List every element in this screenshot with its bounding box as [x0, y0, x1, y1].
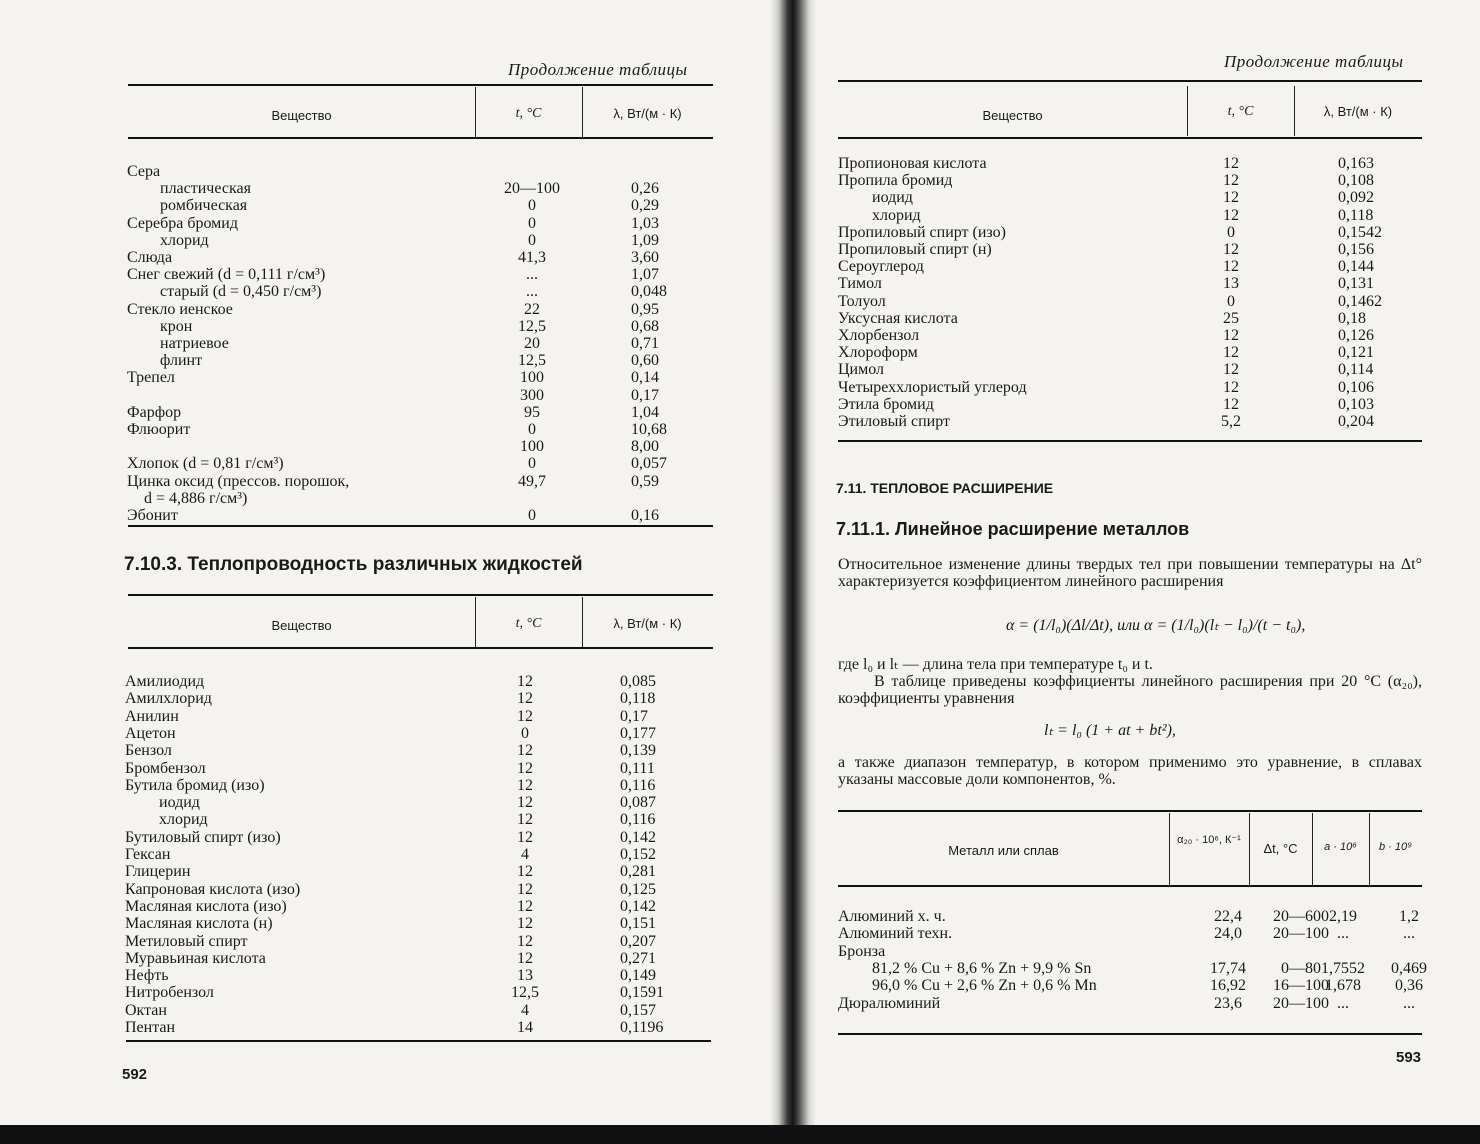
conductivity-value: 0,114 — [1338, 361, 1374, 379]
header-bottom-rule — [838, 885, 1422, 887]
substance-name: Стекло иенское — [127, 300, 233, 318]
temperature-value: ... — [526, 283, 538, 301]
table-row — [125, 984, 715, 1001]
temperature-value: 12,5 — [518, 352, 546, 370]
table-row — [838, 275, 1428, 292]
formula: lₜ = l₀ (1 + at + bt²), — [1044, 722, 1176, 739]
table-row — [127, 507, 717, 524]
alloy-name: Бронза — [838, 942, 886, 960]
conductivity-value: 0,95 — [631, 300, 659, 318]
conductivity-value: 0,204 — [1338, 413, 1374, 430]
temperature-value: 12 — [517, 742, 533, 760]
table-row — [127, 232, 717, 249]
temperature-value: 12 — [517, 776, 533, 794]
temperature-value: 13 — [1223, 275, 1239, 293]
alpha-value: 24,0 — [1214, 925, 1242, 943]
temperature-value: 0 — [528, 455, 536, 473]
conductivity-value: 0,281 — [620, 863, 656, 881]
b-coefficient: ... — [1403, 925, 1415, 943]
conductivity-value: 0,71 — [631, 335, 659, 352]
table-row — [838, 995, 1428, 1012]
conductivity-value: 8,00 — [631, 438, 659, 456]
header-bottom-rule — [838, 137, 1422, 139]
conductivity-value: 0,1542 — [1338, 223, 1382, 241]
table-row — [127, 438, 717, 455]
table-row — [838, 224, 1428, 241]
header-temperature: t, °C — [515, 106, 542, 121]
header-temperature: t, °C — [1227, 104, 1254, 119]
substance-name: Сероуглерод — [838, 258, 924, 276]
conductivity-value: 0,1462 — [1338, 292, 1382, 310]
conductivity-value: 1,07 — [631, 266, 659, 284]
temperature-range: 16—100 — [1273, 977, 1329, 995]
header-conductivity: λ, Вт/(м · К) — [613, 106, 682, 121]
subsection-heading: 7.11.1. Линейное расширение металлов — [836, 519, 1190, 539]
temperature-value: 0 — [1227, 223, 1235, 241]
conductivity-value: 0,60 — [631, 352, 659, 370]
conductivity-value: 0,163 — [1338, 155, 1374, 172]
table-row — [127, 335, 717, 352]
table-row — [125, 863, 715, 880]
table-row — [838, 908, 1428, 925]
substance-name: Ацетон — [125, 724, 176, 742]
substance-name: Глицерин — [125, 863, 191, 881]
substance-name: Гексан — [125, 846, 171, 863]
substance-name: Сера — [127, 163, 161, 180]
a-coefficient: ... — [1337, 925, 1349, 943]
table-row — [127, 301, 717, 318]
substance-name: Трепел — [127, 369, 175, 387]
continuation-label: Продолжение таблицы — [508, 60, 688, 79]
substance-name: Цимол — [838, 361, 885, 379]
temperature-value: 14 — [517, 1019, 533, 1036]
temperature-value: 100 — [520, 369, 544, 387]
paragraph: В таблице приведены коэффициенты линейного расширения при 20 °C (α₂₀), коэффициенты уравнения — [838, 673, 1422, 707]
conductivity-value: 0,68 — [631, 317, 659, 335]
conductivity-value: 0,126 — [1338, 327, 1374, 344]
header-bottom-rule — [128, 647, 713, 649]
substance-name: Хлороформ — [838, 344, 918, 362]
temperature-value: 12 — [1223, 344, 1239, 362]
temperature-value: 0 — [528, 214, 536, 232]
temperature-value: ... — [526, 266, 538, 284]
conductivity-value: 0,271 — [620, 949, 656, 967]
alloy-name: Алюминий техн. — [838, 925, 953, 943]
conductivity-value: 0,1591 — [620, 984, 664, 1002]
table-top-rule — [838, 810, 1422, 812]
conductivity-value: 0,156 — [1338, 241, 1374, 258]
temperature-value: 20—100 — [504, 180, 560, 198]
substance-name: Этиловый спирт — [838, 413, 950, 430]
temperature-value: 12 — [517, 690, 533, 708]
temperature-value: 4 — [521, 846, 529, 863]
substance-name: старый (d = 0,450 г/см³) — [160, 283, 322, 301]
table-row — [125, 1019, 715, 1036]
table-row — [127, 283, 717, 300]
conductivity-value: 0,118 — [620, 690, 656, 708]
table-row — [125, 794, 715, 811]
temperature-range: 0—80 — [1281, 959, 1321, 977]
table-row — [127, 266, 717, 283]
table-row — [125, 760, 715, 777]
conductivity-value: 0,116 — [620, 811, 656, 829]
temperature-value: 12 — [1223, 206, 1239, 224]
table-row — [127, 369, 717, 386]
substance-name: иодид — [159, 794, 200, 812]
alpha-value: 16,92 — [1210, 977, 1246, 995]
temperature-value: 12 — [517, 811, 533, 829]
table-row — [838, 293, 1428, 310]
substance-name: Фарфор — [127, 403, 182, 421]
header-substance: Вещество — [271, 618, 332, 633]
conductivity-value: 0,057 — [631, 455, 667, 473]
temperature-value: 12 — [517, 828, 533, 846]
temperature-value: 12 — [1223, 327, 1239, 344]
a-coefficient: 1,678 — [1325, 977, 1361, 995]
conductivity-value: 1,09 — [631, 231, 659, 249]
substance-name: Флюорит — [127, 421, 191, 438]
substance-name: Муравьиная кислота — [125, 949, 266, 967]
table-row — [838, 361, 1428, 378]
header-alpha: α₂₀ · 10⁶, К⁻¹ — [1177, 834, 1241, 846]
temperature-value: 12 — [517, 897, 533, 915]
substance-name: хлорид — [159, 811, 208, 829]
substance-name: Хлопок (d = 0,81 г/см³) — [127, 455, 284, 473]
table-row — [838, 977, 1428, 994]
table-row — [125, 881, 715, 898]
b-coefficient: 1,2 — [1399, 908, 1419, 925]
table-top-rule — [128, 594, 713, 596]
substance-name: натриевое — [160, 335, 229, 352]
substance-name: Нефть — [125, 967, 169, 985]
table-row — [125, 898, 715, 915]
conductivity-value: 1,04 — [631, 403, 659, 421]
alloy-name: Дюралюминий — [838, 994, 941, 1012]
temperature-value: 12 — [1223, 258, 1239, 276]
temperature-value: 12 — [517, 673, 533, 690]
substance-name: Метиловый спирт — [125, 932, 248, 950]
temperature-value: 12 — [1223, 241, 1239, 258]
temperature-range: 20—600 — [1273, 908, 1329, 925]
header-metal: Металл или сплав — [948, 843, 1059, 858]
table-bottom-rule — [126, 1040, 711, 1042]
substance-name: Октан — [125, 1001, 167, 1019]
substance-name: Толуол — [838, 292, 886, 310]
table-row — [838, 344, 1428, 361]
page-number: 592 — [122, 1066, 148, 1083]
table-bottom-rule — [838, 440, 1422, 442]
substance-name: Бутиловый спирт (изо) — [125, 828, 281, 846]
alloy-name: Алюминий х. ч. — [838, 908, 946, 925]
header-substance: Вещество — [271, 108, 332, 123]
conductivity-value: 0,092 — [1338, 189, 1374, 207]
table-row — [127, 180, 717, 197]
temperature-value: 25 — [1223, 309, 1239, 327]
temperature-value: 12 — [1223, 395, 1239, 413]
table-row — [127, 404, 717, 421]
table-row — [838, 189, 1428, 206]
substance-name: Хлорбензол — [838, 327, 920, 344]
temperature-value: 12 — [1223, 189, 1239, 207]
substance-name: Бензол — [125, 742, 172, 760]
table-row — [838, 310, 1428, 327]
table-row — [838, 172, 1428, 189]
table-row — [838, 396, 1428, 413]
book-gutter — [770, 0, 816, 1125]
table-row — [838, 413, 1428, 430]
table-row — [125, 708, 715, 725]
table-row — [838, 327, 1428, 344]
temperature-value: 12 — [1223, 378, 1239, 396]
table-row — [125, 690, 715, 707]
substance-name: Анилин — [125, 707, 179, 725]
temperature-value: 12 — [517, 880, 533, 898]
conductivity-value: 3,60 — [631, 249, 659, 266]
conductivity-value: 0,18 — [1338, 309, 1366, 327]
substance-name: Бутила бромид (изо) — [125, 776, 265, 794]
substance-name: Масляная кислота (н) — [125, 915, 273, 933]
conductivity-value: 0,087 — [620, 794, 656, 812]
table-row — [838, 155, 1428, 172]
paragraph: а также диапазон температур, в котором применимо это уравнение, в сплавах указаны массовые доли компонентов, %. — [838, 754, 1422, 788]
conductivity-value: 0,106 — [1338, 378, 1374, 396]
table-row — [125, 742, 715, 759]
a-coefficient: 2,19 — [1329, 908, 1357, 925]
substance-name: Пропиловый спирт (изо) — [838, 223, 1006, 241]
table-bottom-rule — [838, 1033, 1422, 1035]
conductivity-value: 0,131 — [1338, 275, 1374, 293]
table-row — [125, 829, 715, 846]
alpha-value: 17,74 — [1210, 959, 1246, 977]
header-delta-t: Δt, °C — [1263, 841, 1298, 856]
conductivity-value: 0,111 — [620, 759, 655, 777]
table-row — [125, 846, 715, 863]
conductivity-value: 0,118 — [1338, 206, 1374, 224]
conductivity-value: 0,207 — [620, 932, 656, 950]
paragraph: где l₀ и lₜ — длина тела при температуре t₀ и t. — [838, 656, 1153, 673]
table-row — [127, 473, 717, 490]
substance-name: пластическая — [160, 180, 251, 198]
substance-name: Снег свежий (d = 0,111 г/см³) — [127, 266, 326, 284]
table-row — [127, 215, 717, 232]
substance-name: Бромбензол — [125, 759, 206, 777]
temperature-value: 12 — [517, 949, 533, 967]
table-row — [838, 379, 1428, 396]
substance-name: флинт — [160, 352, 203, 370]
header-temperature: t, °C — [515, 616, 542, 631]
temperature-range: 20—100 — [1273, 994, 1329, 1012]
substance-name: иодид — [872, 189, 913, 207]
formula: α = (1/l₀)(Δl/Δt), или α = (1/l₀)(lₜ − l₀)/(t − t₀), — [1006, 617, 1306, 634]
table-row — [838, 960, 1428, 977]
temperature-value: 49,7 — [518, 472, 546, 490]
conductivity-value: 0,26 — [631, 180, 659, 198]
paragraph: Относительное изменение длины твердых тел при повышении температуры на Δt° характеризуется коэффициентом линейного расширения — [838, 556, 1422, 590]
conductivity-value: 0,085 — [620, 673, 656, 690]
table-bottom-rule — [128, 525, 713, 527]
conductivity-value: 0,108 — [1338, 172, 1374, 190]
table-row — [127, 387, 717, 404]
header-a: a · 10⁶ — [1324, 841, 1357, 853]
table-row — [127, 249, 717, 266]
alloy-name: 81,2 % Cu + 8,6 % Zn + 9,9 % Sn — [872, 959, 1092, 977]
header-substance: Вещество — [982, 108, 1043, 123]
header-b: b · 10⁹ — [1378, 841, 1413, 853]
alpha-value: 23,6 — [1214, 994, 1242, 1012]
table-row — [127, 318, 717, 335]
header-bottom-rule — [128, 137, 713, 139]
substance-name: Цинка оксид (прессов. порошок, — [127, 472, 350, 490]
conductivity-value: 10,68 — [631, 421, 667, 438]
temperature-value: 95 — [524, 403, 540, 421]
conductivity-value: 0,59 — [631, 472, 659, 490]
temperature-value: 20 — [524, 335, 540, 352]
substance-name: ромбическая — [160, 197, 248, 215]
substance-name: Амилиодид — [125, 673, 205, 690]
temperature-value: 0 — [1227, 292, 1235, 310]
temperature-value: 12 — [517, 863, 533, 881]
table-row — [127, 163, 717, 180]
header-conductivity: λ, Вт/(м · К) — [613, 616, 682, 631]
temperature-value: 12 — [517, 759, 533, 777]
table-row — [125, 950, 715, 967]
table-row — [125, 933, 715, 950]
table-row — [125, 673, 715, 690]
conductivity-value: 1,03 — [631, 214, 659, 232]
conductivity-value: 0,142 — [620, 897, 656, 915]
temperature-value: 300 — [520, 386, 544, 404]
table-row — [127, 352, 717, 369]
temperature-value: 12 — [1223, 361, 1239, 379]
substance-name: Пропиловый спирт (н) — [838, 241, 992, 258]
section-title: 7.10.3. Теплопроводность различных жидкостей — [124, 554, 583, 575]
temperature-value: 5,2 — [1221, 413, 1241, 430]
conductivity-value: 0,151 — [620, 915, 656, 933]
temperature-value: 12 — [517, 707, 533, 725]
table-row — [127, 490, 717, 507]
conductivity-value: 0,144 — [1338, 258, 1374, 276]
substance-name: Масляная кислота (изо) — [125, 897, 287, 915]
substance-name: Капроновая кислота (изо) — [125, 880, 301, 898]
table-row — [838, 925, 1428, 942]
substance-name: крон — [160, 317, 193, 335]
substance-name: Этила бромид — [838, 395, 934, 413]
conductivity-value: 0,149 — [620, 967, 656, 985]
section-heading: 7.11. ТЕПЛОВОЕ РАСШИРЕНИЕ — [836, 480, 1054, 496]
substance-name: Четыреххлористый углерод — [838, 378, 1027, 396]
temperature-value: 0 — [521, 724, 529, 742]
temperature-value: 41,3 — [518, 249, 546, 266]
table-row — [127, 421, 717, 438]
substance-name: хлорид — [872, 206, 921, 224]
page-number: 593 — [1396, 1049, 1422, 1066]
substance-name: Тимол — [838, 275, 882, 293]
table-top-rule — [838, 80, 1422, 82]
temperature-range: 20—100 — [1273, 925, 1329, 943]
conductivity-value: 0,103 — [1338, 395, 1374, 413]
temperature-value: 12 — [1223, 172, 1239, 190]
temperature-value: 100 — [520, 438, 544, 456]
table-row — [838, 943, 1428, 960]
table-row — [125, 811, 715, 828]
temperature-value: 0 — [528, 507, 536, 524]
substance-name: Амилхлорид — [125, 690, 212, 708]
alloy-name: 96,0 % Cu + 2,6 % Zn + 0,6 % Mn — [872, 977, 1097, 995]
b-coefficient: ... — [1403, 994, 1415, 1012]
table-row — [125, 777, 715, 794]
substance-name: d = 4,886 г/см³) — [144, 489, 248, 507]
table-row — [125, 915, 715, 932]
temperature-value: 22 — [524, 300, 540, 318]
conductivity-value: 0,29 — [631, 197, 659, 215]
b-coefficient: 0,36 — [1395, 977, 1423, 995]
temperature-value: 12 — [517, 915, 533, 933]
conductivity-value: 0,048 — [631, 283, 667, 301]
conductivity-value: 0,17 — [631, 386, 659, 404]
temperature-value: 4 — [521, 1001, 529, 1019]
substance-name: Слюда — [127, 249, 173, 266]
conductivity-value: 0,157 — [620, 1001, 656, 1019]
table-top-rule — [128, 84, 713, 86]
conductivity-value: 0,1196 — [620, 1019, 664, 1036]
table-row — [838, 207, 1428, 224]
a-coefficient: ... — [1337, 994, 1349, 1012]
temperature-value: 12 — [517, 794, 533, 812]
table-row — [127, 455, 717, 472]
conductivity-value: 0,116 — [620, 776, 656, 794]
conductivity-value: 0,14 — [631, 369, 659, 387]
header-conductivity: λ, Вт/(м · К) — [1323, 104, 1393, 119]
temperature-value: 12 — [1223, 155, 1239, 172]
substance-name: Пропионовая кислота — [838, 155, 987, 172]
table-row — [838, 241, 1428, 258]
conductivity-value: 0,139 — [620, 742, 656, 760]
substance-name: Серебра бромид — [127, 214, 238, 232]
temperature-value: 12 — [517, 932, 533, 950]
alpha-value: 22,4 — [1214, 908, 1242, 925]
conductivity-value: 0,152 — [620, 846, 656, 863]
substance-name: Нитробензол — [125, 984, 214, 1002]
table-row — [838, 258, 1428, 275]
conductivity-value: 0,16 — [631, 507, 659, 524]
temperature-value: 0 — [528, 231, 536, 249]
conductivity-value: 0,121 — [1338, 344, 1374, 362]
table-row — [125, 725, 715, 742]
conductivity-value: 0,177 — [620, 724, 656, 742]
substance-name: хлорид — [160, 231, 209, 249]
substance-name: Уксусная кислота — [838, 309, 958, 327]
col-divider — [1169, 813, 1170, 885]
temperature-value: 12,5 — [518, 317, 546, 335]
conductivity-value: 0,142 — [620, 828, 656, 846]
a-coefficient: 1,7552 — [1321, 959, 1365, 977]
table-row — [127, 197, 717, 214]
substance-name: Эбонит — [127, 507, 178, 524]
temperature-value: 13 — [517, 967, 533, 985]
conductivity-value: 0,17 — [620, 707, 648, 725]
continuation-label: Продолжение таблицы — [1224, 52, 1404, 71]
table-row — [125, 1002, 715, 1019]
temperature-value: 12,5 — [511, 984, 539, 1002]
substance-name: Пентан — [125, 1019, 176, 1036]
conductivity-value: 0,125 — [620, 880, 656, 898]
substance-name: Пропила бромид — [838, 172, 953, 190]
temperature-value: 0 — [528, 197, 536, 215]
table-row — [125, 967, 715, 984]
temperature-value: 0 — [528, 421, 536, 438]
b-coefficient: 0,469 — [1391, 959, 1427, 977]
